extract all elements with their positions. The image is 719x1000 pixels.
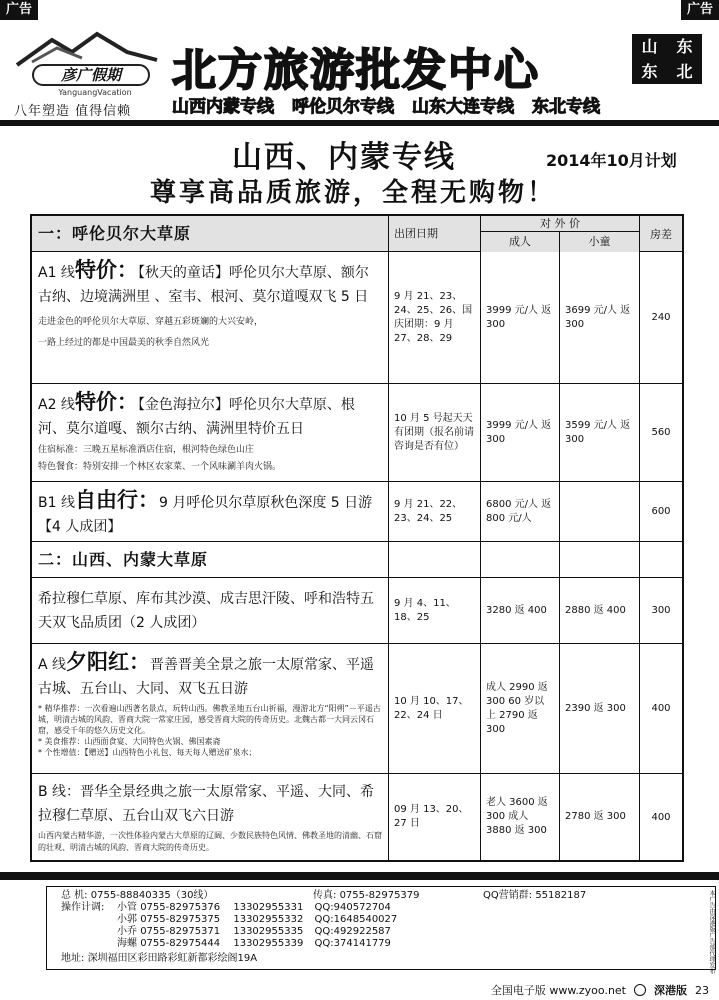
globe-icon — [634, 984, 646, 996]
contact-qq: QQ:492922587 — [314, 926, 391, 937]
contact-phone: 0755-82975375 — [140, 914, 221, 925]
adult-price — [481, 384, 560, 481]
route-item: 东北专线 — [532, 97, 600, 117]
child-price — [560, 252, 640, 383]
section-row — [32, 542, 682, 578]
room-diff — [640, 644, 682, 773]
room-diff-text: 400 — [651, 811, 671, 823]
line-note: * 美食推荐：山西面食宴、大同特色火锅、佛国素斋 — [38, 737, 221, 746]
region-char: 东 — [676, 37, 693, 56]
fax-number: 0755-82975379 — [339, 890, 420, 901]
contact-phone: 0755-82975444 — [140, 938, 221, 949]
price-header — [481, 216, 640, 232]
section-title-text: 一：呼伦贝尔大草原 — [38, 223, 192, 243]
child-price — [560, 774, 640, 860]
adult-header — [481, 232, 560, 252]
page-number: 23 — [695, 983, 709, 997]
contact-mobile: 13302955339 — [233, 938, 304, 949]
page-footer — [491, 982, 709, 998]
departure-dates — [389, 252, 481, 383]
main-title: 北方旅游批发中心 — [172, 45, 540, 96]
contact-qq: QQ:940572704 — [314, 902, 391, 913]
region-char: 山 — [641, 37, 658, 56]
child-price — [560, 384, 640, 481]
table-row — [32, 578, 682, 644]
room-diff-header — [640, 216, 682, 251]
departure-dates — [389, 384, 481, 481]
table-row — [32, 774, 682, 860]
room-diff — [640, 774, 682, 860]
contact-qq: QQ:374141779 — [314, 938, 391, 949]
contact-name: 小乔 — [117, 926, 137, 937]
adult-price — [481, 644, 560, 773]
route-desc — [32, 644, 389, 773]
line-desc: 住宿标准：三晚五星标准酒店住宿，根河特色绿色山庄 — [38, 445, 255, 455]
child-price-text: 3599 元/人 返 300 — [565, 419, 631, 445]
line-highlight: 特价： — [74, 390, 138, 414]
adult-price — [481, 578, 560, 643]
dates-text: 9 月 21、23、24、25、26、国庆团期：9 月 27、28、29 — [394, 290, 473, 344]
line-prefix: B1 线 — [38, 495, 75, 511]
departure-dates — [389, 774, 481, 860]
qq-group-line — [483, 890, 586, 902]
company-logo — [12, 30, 162, 97]
route-desc — [32, 252, 389, 383]
route-item: 山西内蒙专线 — [172, 97, 274, 117]
empty-cell — [640, 542, 682, 577]
header — [0, 22, 719, 118]
qq-group-label: QQ营销群: — [483, 890, 533, 901]
line-prefix: A 线 — [38, 657, 67, 673]
room-diff-header-text: 房差 — [650, 227, 672, 241]
contact-row — [117, 926, 391, 938]
address: 深圳福田区彩田路彩虹新都彩绘阁19A — [87, 953, 258, 964]
qq-group: 55182187 — [535, 890, 587, 901]
contact-phone: 0755-82975371 — [140, 926, 221, 937]
fax-line — [313, 890, 420, 902]
line-highlight: 夕阳红： — [66, 650, 151, 674]
room-diff-text: 300 — [651, 605, 671, 616]
price-header-text: 对 外 价 — [540, 217, 580, 230]
table-row — [32, 252, 682, 384]
child-price-text: 2390 返 300 — [565, 702, 626, 714]
adult-price-text: 成人 2990 返 300 60 岁以上 2790 返 300 — [486, 681, 548, 735]
ad-label-left: 广告 — [0, 0, 38, 20]
child-price — [560, 578, 640, 643]
line-highlight: 自由行： — [74, 488, 159, 512]
empty-cell — [560, 542, 640, 577]
room-diff-text: 240 — [651, 312, 671, 323]
room-diff — [640, 384, 682, 481]
empty-cell — [481, 542, 560, 577]
adult-price-text: 6800 元/人 返 800 元/人 — [486, 498, 552, 524]
contact-row — [117, 914, 397, 926]
adult-price — [481, 774, 560, 860]
contact-name: 小管 — [117, 902, 137, 913]
dates-text: 10 月 5 号起天天有团期（报名前请咨询是否有位） — [394, 412, 474, 452]
child-price-text: 2880 返 400 — [565, 604, 626, 616]
dates-text: 10 月 10、17、22、24 日 — [394, 695, 469, 721]
contact-mobile: 13302955335 — [233, 926, 304, 937]
fax-label: 传真: — [313, 890, 337, 901]
line-title: 晋善晋美全景之旅一太原常家、平遥古城、五台山、大同、双飞五日游 — [38, 657, 375, 697]
adult-price-text: 3999 元/人 返 300 — [486, 419, 552, 445]
edition-label: 全国电子版 www.zyoo.net — [490, 984, 626, 997]
child-price — [560, 644, 640, 773]
departure-dates — [389, 482, 481, 541]
route-desc — [32, 384, 389, 481]
region-box — [632, 34, 702, 84]
table-row — [32, 482, 682, 542]
route-desc — [32, 578, 389, 643]
line-prefix: B 线： — [38, 784, 81, 800]
dates-text: 9 月 21、22、23、24、25 — [394, 498, 463, 524]
side-note: 本广告由深港版广告部代理发布 — [708, 890, 715, 974]
region-char: 北 — [676, 62, 693, 81]
divider — [0, 120, 719, 126]
room-diff — [640, 252, 682, 383]
line-title: 希拉穆仁草原、库布其沙漠、成吉思汗陵、呼和浩特五天双飞品质团（2 人成团） — [38, 590, 374, 631]
itinerary-table — [30, 214, 684, 862]
line-desc: 特色餐食：特别安排一个林区农家菜、一个风味涮羊肉火锅。 — [38, 462, 282, 472]
address-line — [61, 953, 257, 965]
city-edition: 深港版 — [654, 984, 687, 997]
contact-footer — [46, 886, 716, 970]
divider — [0, 872, 719, 880]
dates-text: 09 月 13、20、27 日 — [394, 804, 469, 829]
tagline: 尊享高品质旅游，全程无购物！ — [150, 178, 557, 208]
line-prefix: A1 线 — [38, 265, 75, 281]
departure-header — [389, 216, 481, 251]
address-label: 地址: — [61, 953, 85, 964]
adult-price-text: 老人 3600 返 300 成人 3880 返 300 — [486, 797, 548, 836]
contact-mobile: 13302955331 — [233, 902, 304, 913]
empty-cell — [389, 542, 481, 577]
main-phone: 0755-88840335（30线） — [90, 890, 214, 901]
section-title — [32, 542, 389, 577]
departure-dates — [389, 578, 481, 643]
line-title: 【秋天的童话】呼伦贝尔大草原、额尔古纳、边境满洲里 、室韦、根河、莫尔道嘎双飞 5 日 — [38, 265, 369, 305]
plan-label: 2014年10月计划 — [546, 151, 677, 170]
line-highlight: 特价： — [74, 258, 138, 282]
route-item: 山东大连专线 — [412, 97, 514, 117]
contact-qq: QQ:1648540027 — [314, 914, 398, 925]
logo-brand-en: YanguangVacation — [58, 88, 132, 97]
route-item: 呼伦贝尔专线 — [292, 97, 394, 117]
departure-header-text: 出团日期 — [394, 226, 438, 240]
contact-mobile: 13302955332 — [233, 914, 304, 925]
contact-name: 小郭 — [117, 914, 137, 925]
ops-label: 操作计调: — [61, 902, 105, 913]
table-header-row — [32, 216, 682, 252]
line-title: 9 月呼伦贝尔草原秋色深度 5 日游【4 人成团】 — [38, 495, 373, 535]
adult-price-text: 3280 返 400 — [486, 604, 547, 616]
sub-title: 山西、内蒙专线 — [232, 140, 456, 175]
departure-dates — [389, 644, 481, 773]
ad-label-right: 广告 — [681, 0, 719, 20]
region-char: 东 — [641, 62, 658, 81]
section-title — [32, 216, 389, 251]
child-price-text: 3699 元/人 返 300 — [565, 304, 631, 330]
section-title-text: 二：山西、内蒙大草原 — [38, 549, 209, 569]
line-desc: 走进金色的呼伦贝尔大草原、穿越五彩斑斓的大兴安岭， — [38, 317, 264, 327]
main-line — [61, 890, 213, 902]
table-row — [32, 384, 682, 482]
adult-price — [481, 252, 560, 383]
dates-text: 9 月 4、11、18、25 — [394, 597, 456, 623]
main-phone-label: 总 机: — [61, 890, 88, 901]
contact-phone: 0755-82975376 — [140, 902, 221, 913]
child-header — [560, 232, 640, 252]
slogan: 八年塑造 值得信赖 — [14, 104, 132, 119]
line-desc: 一路上经过的都是中国最美的秋季自然风光 — [38, 338, 210, 348]
room-diff-text: 560 — [651, 427, 671, 438]
child-price — [560, 482, 640, 541]
route-desc — [32, 774, 389, 860]
contact-row — [117, 938, 391, 950]
line-desc: 山西内蒙古精华游，一次性体验内蒙古大草原的辽阔、少数民族特色风情、佛教圣地的清幽、石窟的壮观、明清古城的风韵、晋商大院的传奇历史。 — [38, 831, 382, 852]
logo-brand: 彦广假期 — [32, 64, 150, 86]
table-row — [32, 644, 682, 774]
line-prefix: A2 线 — [38, 397, 75, 413]
room-diff-text: 400 — [651, 703, 671, 714]
line-note: * 精华推荐：一次看遍山西著名景点，玩转山西。佛教圣地五台山祈福，漫游北方“阳朔”－平遥古城，明清古城的风韵、晋商大院一常家庄园，感受晋商大院的传奇历史。北魏古都一大同云冈石窟，感受千年的悠久历史文化。 — [38, 704, 381, 735]
child-price-text: 2780 返 300 — [565, 811, 626, 822]
room-diff — [640, 482, 682, 541]
route-desc — [32, 482, 389, 541]
contact-row — [117, 902, 391, 914]
contact-name: 海螺 — [117, 938, 137, 949]
line-title: 晋华全景经典之旅一太原常家、平遥、大同、希拉穆仁草原、五台山双飞六日游 — [38, 784, 375, 824]
adult-price — [481, 482, 560, 541]
child-header-text: 小童 — [588, 235, 611, 248]
adult-price-text: 3999 元/人 返 300 — [486, 304, 552, 330]
route-list — [172, 92, 600, 117]
room-diff-text: 600 — [651, 506, 671, 517]
adult-header-text: 成人 — [509, 235, 531, 248]
line-title: 【金色海拉尔】呼伦贝尔大草原、根河、莫尔道嘎、额尔古纳、满洲里特价五日 — [38, 397, 355, 437]
room-diff — [640, 578, 682, 643]
line-note: * 个性增值：【赠送】山西特色小礼包、每天每人赠送矿泉水； — [38, 748, 257, 757]
